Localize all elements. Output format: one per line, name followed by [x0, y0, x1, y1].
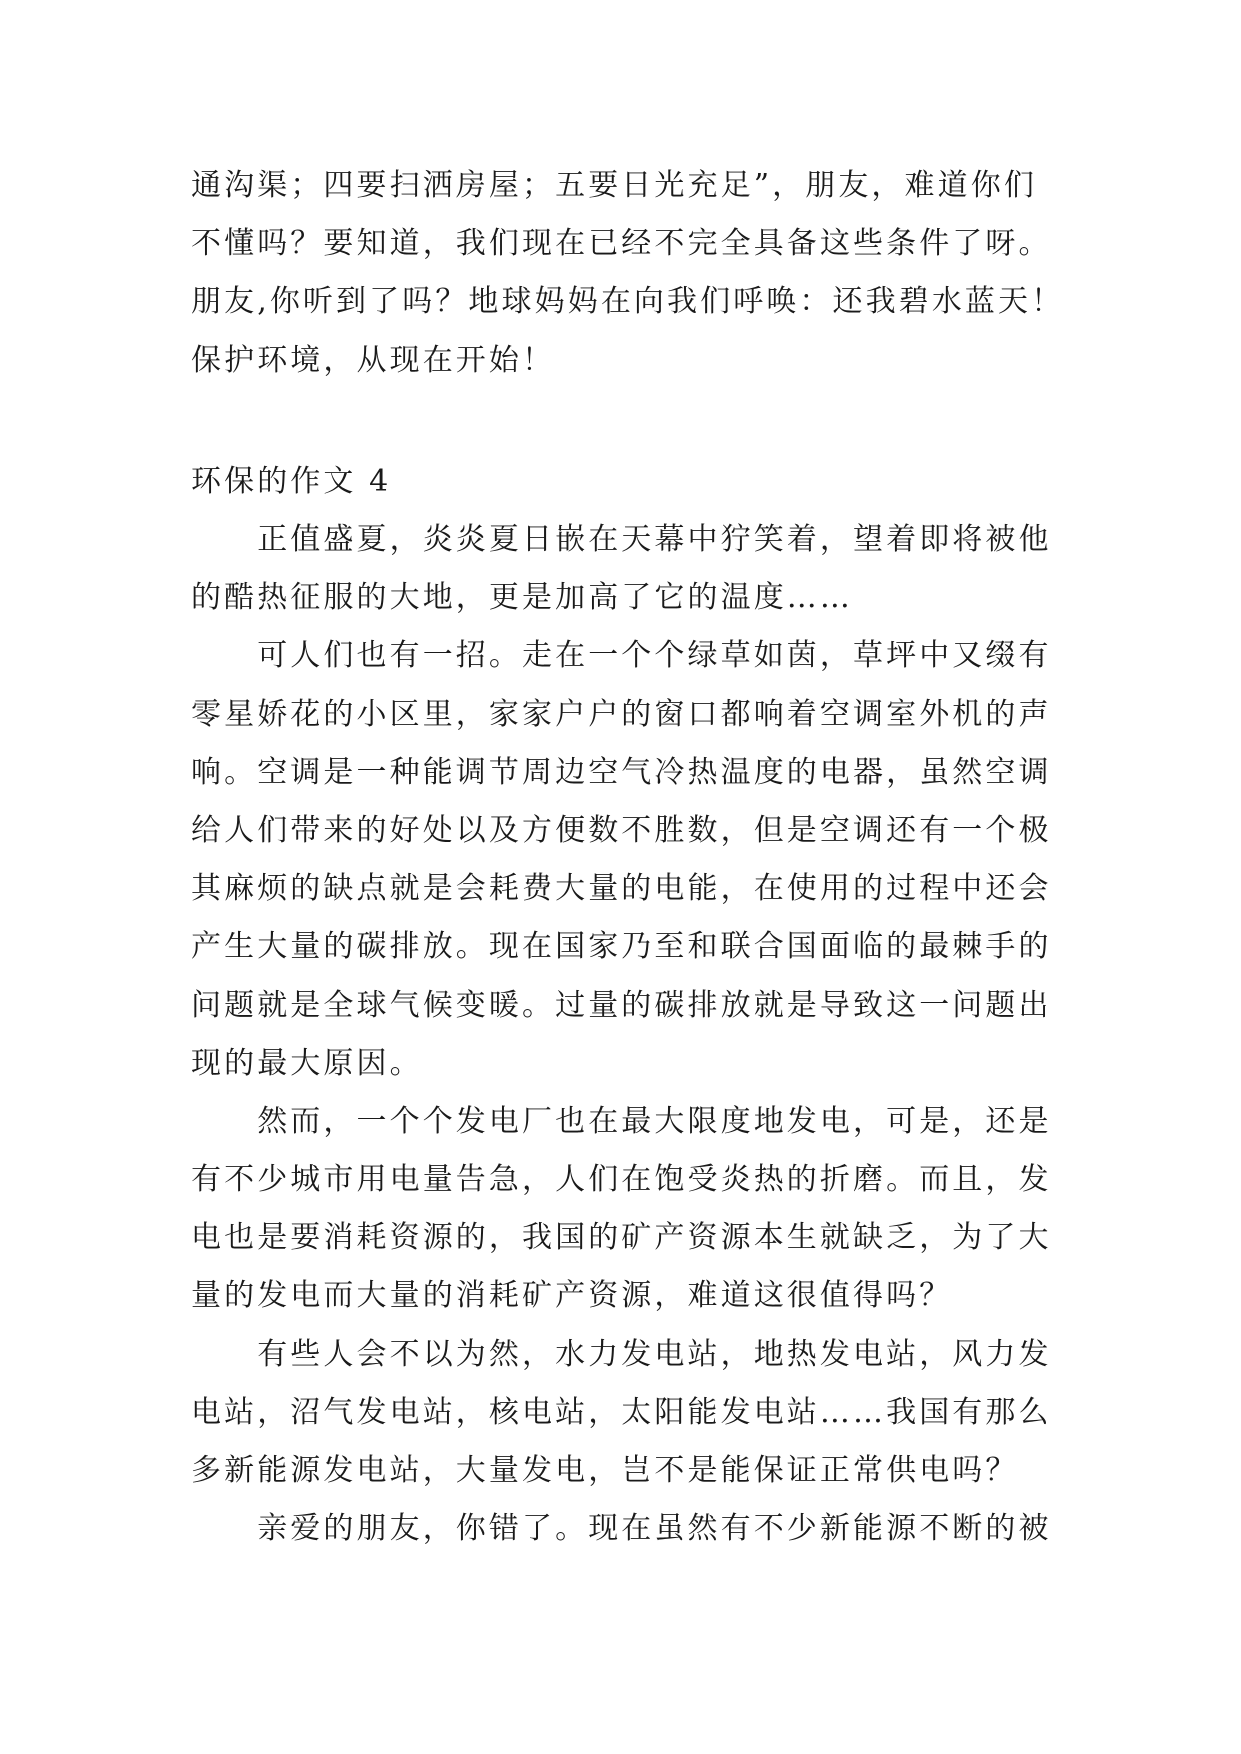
text-line: 多新能源发电站，大量发电，岂不是能保证正常供电吗？	[191, 1453, 1019, 1488]
text-line: 正值盛夏，炎炎夏日嵌在天幕中狞笑着，望着即将被他	[191, 522, 1052, 557]
section-title: 环保的作文 4	[191, 464, 392, 499]
text-line: 问题就是全球气候变暖。过量的碳排放就是导致这一问题出	[191, 987, 1052, 1023]
text-line: 产生大量的碳排放。现在国家乃至和联合国面临的最棘手的	[191, 929, 1052, 965]
text-line: 现的最大原因。	[191, 1045, 423, 1081]
text-line: 给人们带来的好处以及方便数不胜数，但是空调还有一个极	[191, 812, 1052, 848]
text-line: 电也是要消耗资源的，我国的矿产资源本生就缺乏，为了大	[191, 1220, 1052, 1256]
essay-body	[191, 511, 1071, 1558]
text-line: 可人们也有一招。走在一个个绿草如茵，草坪中又缀有	[191, 638, 1052, 674]
text-line: 有些人会不以为然，水力发电站，地热发电站，风力发	[191, 1336, 1052, 1372]
text-line: 的酷热征服的大地，更是加高了它的温度……	[191, 580, 853, 616]
text-line: 朋友,你听到了吗？地球妈妈在向我们呼唤：还我碧水蓝天！	[191, 284, 1065, 320]
text-line: 零星娇花的小区里，家家户户的窗口都响着空调室外机的声	[191, 696, 1052, 732]
text-line: 亲爱的朋友，你错了。现在虽然有不少新能源不断的被	[191, 1511, 1052, 1547]
text-line: 不懂吗？要知道，我们现在已经不完全具备这些条件了呀。	[191, 226, 1052, 262]
text-line: 其麻烦的缺点就是会耗费大量的电能，在使用的过程中还会	[191, 871, 1052, 907]
text-line: 响。空调是一种能调节周边空气冷热温度的电器，虽然空调	[191, 754, 1052, 790]
text-line: 保护环境，从现在开始！	[191, 342, 556, 378]
text-line: 量的发电而大量的消耗矿产资源，难道这很值得吗？	[191, 1278, 953, 1314]
text-line: 有不少城市用电量告急，人们在饱受炎热的折磨。而且，发	[191, 1162, 1052, 1198]
text-line: 然而，一个个发电厂也在最大限度地发电，可是，还是	[191, 1103, 1052, 1139]
text-line: 通沟渠；四要扫洒房屋；五要日光充足”，朋友，难道你们	[191, 168, 1037, 203]
text-line: 电站，沼气发电站，核电站，太阳能发电站……我国有那么	[191, 1394, 1052, 1430]
intro-paragraph	[191, 157, 1071, 390]
